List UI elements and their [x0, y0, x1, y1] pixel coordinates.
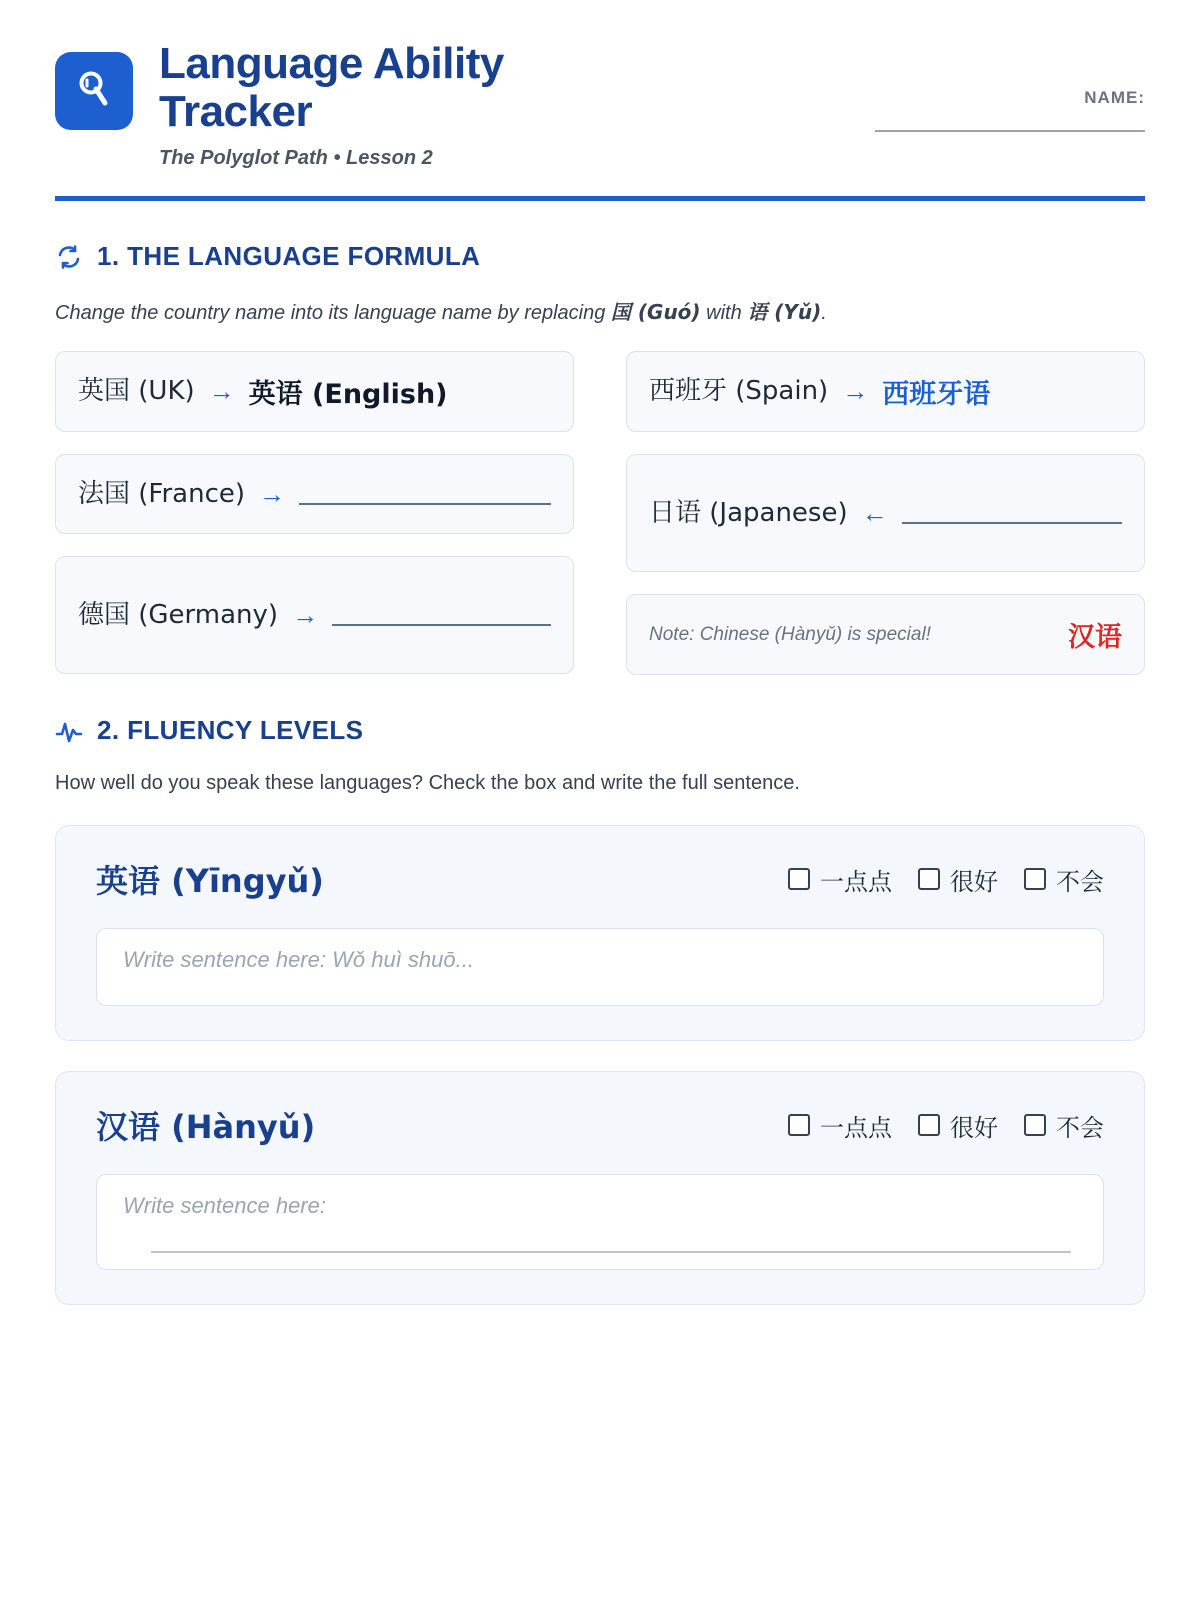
checkbox[interactable]: [788, 1114, 810, 1136]
chinese-note-text: Note: Chinese (Hànyǔ) is special!: [649, 623, 931, 645]
formula-prompt: 法国 (France): [78, 478, 246, 509]
document-header: [55, 40, 1145, 170]
arrow-right-icon: →: [208, 376, 235, 407]
section2-header: [55, 715, 1145, 746]
fluency-options: [788, 862, 1104, 897]
fluency-language-name: 汉语 (Hànyǔ): [96, 1108, 316, 1147]
formula-column-left: [55, 351, 574, 675]
sentence-placeholder: Write sentence here:: [123, 1193, 326, 1219]
option-label: 很好: [950, 1113, 998, 1142]
section1-description: [55, 296, 1145, 325]
section1-title: 1. THE LANGUAGE FORMULA: [97, 241, 481, 272]
sentence-placeholder: Write sentence here: Wǒ huì shuō...: [123, 947, 474, 973]
formula-item-france: [55, 454, 574, 534]
name-field-block: [875, 88, 1145, 132]
arrow-left-icon: ←: [861, 497, 888, 528]
page-title: Language Ability Tracker: [159, 39, 504, 136]
pulse-icon: [55, 717, 83, 745]
chinese-note-highlight: 汉语: [1068, 622, 1122, 654]
fluency-option-cannot[interactable]: [1024, 862, 1104, 897]
refresh-icon: [55, 243, 83, 271]
fluency-option-cannot[interactable]: [1024, 1108, 1104, 1143]
fluency-entry-english: [55, 825, 1145, 1041]
checkbox[interactable]: [788, 868, 810, 890]
fluency-language-name: 英语 (Yīngyǔ): [96, 862, 324, 901]
formula-item-spain: [626, 351, 1145, 432]
section-fluency-levels: [55, 715, 1145, 1305]
checkbox[interactable]: [1024, 868, 1046, 890]
formula-answer-blank[interactable]: [299, 477, 551, 505]
formula-item-japanese: [626, 454, 1145, 572]
arrow-right-icon: →: [842, 376, 869, 407]
fluency-option-a-little[interactable]: [788, 1108, 892, 1143]
formula-prompt: 英国 (UK): [78, 376, 195, 407]
checkbox[interactable]: [918, 1114, 940, 1136]
sentence-input-english[interactable]: [96, 928, 1104, 1006]
checkbox[interactable]: [918, 868, 940, 890]
header-divider: [55, 196, 1145, 201]
section1-desc-pre: Change the country name into its language name by replacing: [55, 302, 611, 325]
option-label: 一点点: [820, 1113, 892, 1142]
checkbox[interactable]: [1024, 1114, 1046, 1136]
option-label: 不会: [1056, 1113, 1104, 1142]
chinese-note: [626, 594, 1145, 675]
fluency-entry-chinese: [55, 1071, 1145, 1305]
arrow-right-icon: →: [292, 599, 319, 630]
option-label: 很好: [950, 867, 998, 896]
section-language-formula: [55, 241, 1145, 675]
fluency-entry-header: [96, 1102, 1104, 1148]
microphone-icon: [55, 52, 133, 130]
fluency-entry-header: [96, 856, 1104, 902]
section1-desc-end: .: [821, 302, 827, 325]
formula-item-germany: [55, 556, 574, 674]
arrow-right-icon: →: [259, 478, 286, 509]
section1-desc-term-yu: 语 (Yǔ): [747, 300, 822, 325]
name-input-line[interactable]: [875, 130, 1145, 132]
formula-answer: 西班牙语: [882, 379, 991, 411]
option-label: 不会: [1056, 867, 1104, 896]
fluency-option-very-good[interactable]: [918, 862, 998, 897]
section1-desc-mid: with: [700, 302, 748, 325]
fluency-option-very-good[interactable]: [918, 1108, 998, 1143]
formula-prompt: 德国 (Germany): [78, 599, 279, 630]
option-label: 一点点: [820, 867, 892, 896]
fluency-options: [788, 1108, 1104, 1143]
formula-prompt: 西班牙 (Spain): [649, 376, 829, 407]
formula-answer-blank[interactable]: [902, 496, 1122, 524]
section2-title: 2. FLUENCY LEVELS: [97, 715, 364, 746]
section1-desc-term-guo: 国 (Guó): [610, 300, 701, 325]
formula-item-uk: [55, 351, 574, 432]
section2-description: How well do you speak these languages? Check the box and write the full sentence.: [55, 772, 800, 795]
formula-answer-blank[interactable]: [332, 598, 551, 626]
section1-header: [55, 241, 1145, 272]
formula-column-right: [626, 351, 1145, 675]
fluency-option-a-little[interactable]: [788, 862, 892, 897]
sentence-input-chinese[interactable]: [96, 1174, 1104, 1270]
name-label: NAME:: [1084, 88, 1145, 107]
formula-answer: 英语 (English): [248, 379, 448, 411]
sentence-write-line[interactable]: [151, 1251, 1071, 1253]
page-subtitle: The Polyglot Path • Lesson 2: [159, 147, 433, 170]
formula-grid: [55, 351, 1145, 675]
formula-prompt: 日语 (Japanese): [649, 497, 848, 528]
